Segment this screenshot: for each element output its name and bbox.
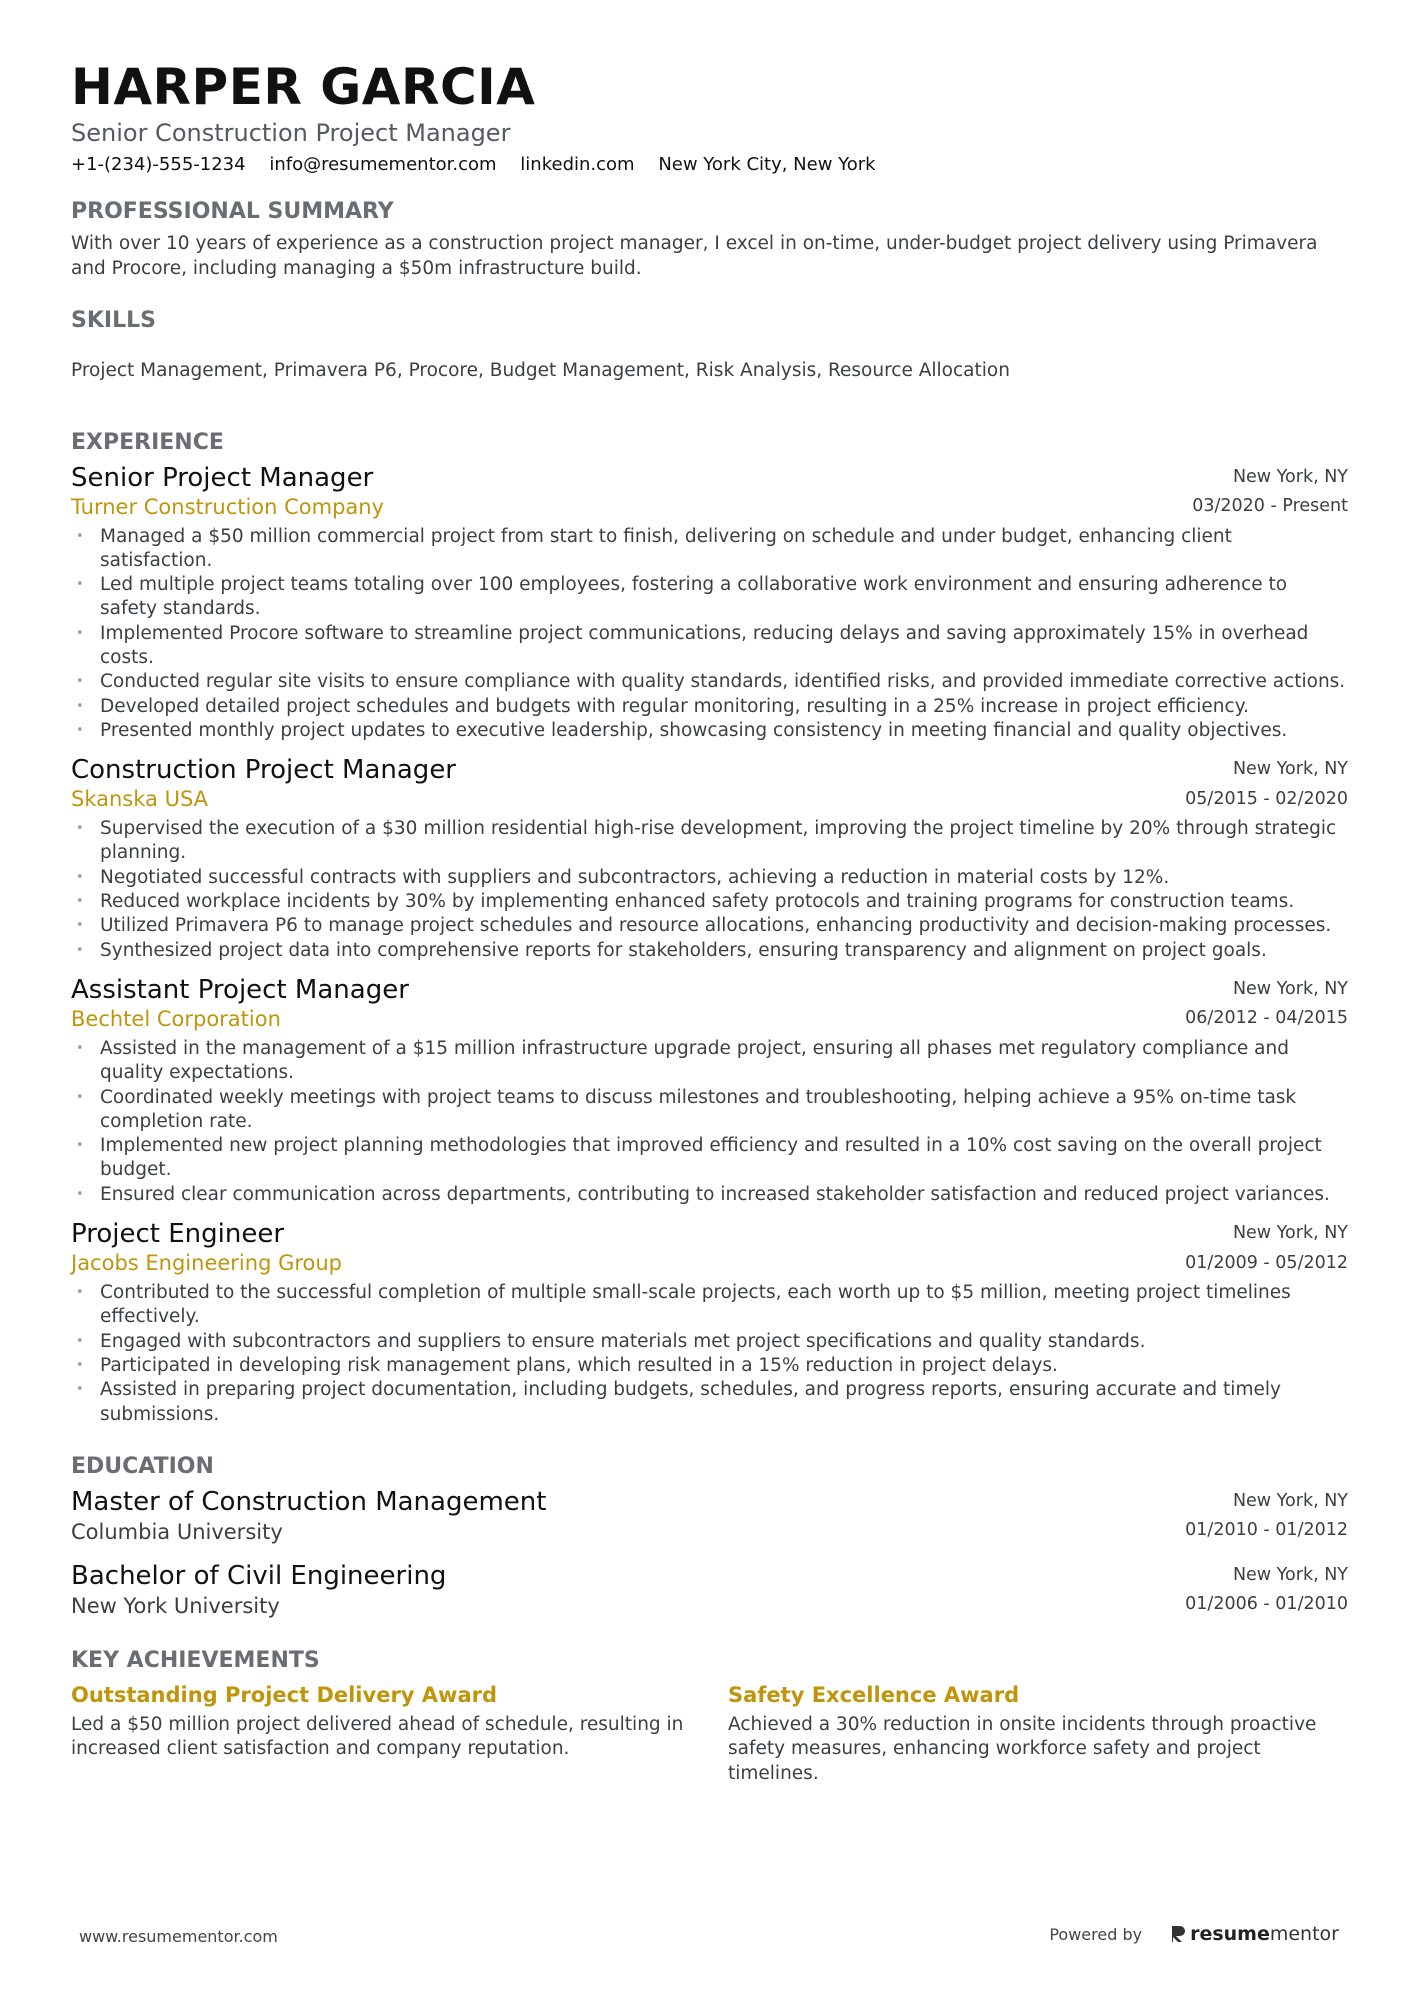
job-company: Turner Construction Company [71,494,385,519]
candidate-role: Senior Construction Project Manager [71,119,511,147]
job-title: Senior Project Manager [71,462,374,493]
degree-title: Master of Construction Management [71,1486,547,1517]
bullet-item: • Supervised the execution of a $30 million residential high-rise development, improving the project timeline by 20% through strategic planning. [71,817,1348,866]
education-heading: EDUCATION [71,1453,214,1479]
bullet-item: • Presented monthly project updates to executive leadership, showcasing consistency in meeting financial and quality objectives. [71,719,1348,743]
job-title: Assistant Project Manager [71,974,409,1005]
bullet-item: • Engaged with subcontractors and suppliers to ensure materials met project specifications and quality standards. [71,1330,1348,1354]
achievements-section [71,1647,1348,1787]
job-dates: 01/2009 - 05/2012 [1185,1252,1348,1273]
bullet-item: • Ensured clear communication across departments, contributing to increased stakeholder satisfaction and reduced project variances. [71,1183,1348,1207]
powered-by-text: Powered by [1049,1924,1143,1944]
experience-heading: EXPERIENCE [71,429,224,455]
linkedin-link[interactable]: linkedin.com [520,154,635,175]
bullet-item: • Coordinated weekly meetings with project teams to discuss milestones and troubleshooting, helping achieve a 95% on-time task completion rate. [71,1086,1348,1135]
school-name: Columbia University [71,1519,283,1544]
bullet-item: • Implemented Procore software to streamline project communications, reducing delays and saving approximately 15% in overhead costs. [71,622,1348,671]
job-bullets [71,1281,1348,1427]
achievement-desc: Achieved a 30% reduction in onsite incidents through proactive safety measures, enhancing workforce safety and project timelines. [728,1713,1317,1784]
job-meta [1192,463,1348,522]
job-dates: 05/2015 - 02/2020 [1185,788,1348,809]
job-entry [71,975,1348,1207]
bullet-item: • Negotiated successful contracts with suppliers and subcontractors, achieving a reduction in material costs by 12%. [71,866,1348,890]
candidate-name: HARPER GARCIA [71,58,536,116]
resume-page [71,58,1348,1786]
job-company: Bechtel Corporation [71,1006,281,1031]
skills-text: Project Management, Primavera P6, Procore, Budget Management, Risk Analysis, Resource Allocation [71,360,1010,381]
achievement-item [71,1681,691,1787]
achievement-title: Safety Excellence Award [728,1682,1020,1707]
job-entry [71,463,1348,744]
phone-text: +1-(234)-555-1234 [71,154,246,175]
job-location: New York, NY [1232,466,1348,487]
achievement-title: Outstanding Project Delivery Award [71,1682,498,1707]
skills-section [71,307,1348,384]
education-entry [71,1487,1348,1547]
job-entry [71,1219,1348,1427]
school-name: New York University [71,1593,280,1618]
education-location: New York, NY [1232,1490,1348,1511]
education-dates: 01/2010 - 01/2012 [1185,1520,1348,1541]
experience-section [71,429,1348,1427]
education-location: New York, NY [1232,1564,1348,1585]
education-meta [1185,1487,1348,1546]
bullet-item: • Synthesized project data into comprehensive reports for stakeholders, ensuring transparency and alignment on project goals. [71,939,1348,963]
job-entry [71,755,1348,963]
job-meta [1185,1219,1348,1278]
achievements-heading: KEY ACHIEVEMENTS [71,1647,320,1673]
summary-text: With over 10 years of experience as a construction project manager, I excel in on-time, under-budget project delivery using Primavera and Procore, including managing a $50m infrastructure build. [71,233,1318,279]
bullet-item: • Assisted in the management of a $15 million infrastructure upgrade project, ensuring all phases met regulatory compliance and quality expectations. [71,1037,1348,1086]
job-location: New York, NY [1232,1223,1348,1244]
footer-website-link[interactable]: www.resumementor.com [79,1927,278,1946]
bullet-item: • Conducted regular site visits to ensure compliance with quality standards, identified risks, and provided immediate corrective actions. [71,670,1348,694]
location-text: New York City, New York [658,154,876,175]
job-location: New York, NY [1232,759,1348,780]
brand-bold-text: resume [1190,1923,1270,1945]
skills-heading: SKILLS [71,308,156,333]
bullet-item: • Reduced workplace incidents by 30% by implementing enhanced safety protocols and training programs for construction teams. [71,890,1348,914]
education-section [71,1453,1348,1621]
achievement-item [728,1681,1348,1787]
achievement-desc: Led a $50 million project delivered ahead of schedule, resulting in increased client satisfaction and company reputation. [71,1713,684,1760]
education-entry [71,1561,1348,1621]
contact-line [71,152,1348,178]
summary-section [71,198,1348,281]
achievements-grid [71,1681,1348,1787]
degree-title: Bachelor of Civil Engineering [71,1560,447,1591]
job-bullets [71,817,1348,963]
resumementor-logo-icon [1170,1924,1186,1944]
brand-rest-text: mentor [1269,1923,1339,1945]
job-meta [1185,975,1348,1034]
bullet-item: • Assisted in preparing project documentation, including budgets, schedules, and progress reports, ensuring accurate and timely submissions. [71,1378,1348,1427]
job-bullets [71,525,1348,744]
bullet-item: • Implemented new project planning methodologies that improved efficiency and resulted in a 10% cost saving on the overall project budget. [71,1134,1348,1183]
summary-heading: PROFESSIONAL SUMMARY [71,199,394,224]
job-company: Jacobs Engineering Group [71,1251,343,1276]
brand-logo-link[interactable] [1170,1923,1339,1945]
job-title: Construction Project Manager [71,755,456,786]
job-dates: 03/2020 - Present [1192,496,1348,516]
job-company: Skanska USA [71,787,209,812]
bullet-item: • Utilized Primavera P6 to manage project schedules and resource allocations, enhancing productivity and decision-making processes. [71,914,1348,938]
bullet-item: • Participated in developing risk management plans, which resulted in a 15% reduction in project delays. [71,1354,1348,1378]
education-meta [1185,1561,1348,1620]
bullet-item: • Developed detailed project schedules and budgets with regular monitoring, resulting in a 25% increase in project efficiency. [71,695,1348,719]
email-link[interactable]: info@resumementor.com [269,154,497,175]
job-title: Project Engineer [71,1219,285,1250]
bullet-item: • Managed a $50 million commercial project from start to finish, delivering on schedule and under budget, enhancing client satisfaction. [71,525,1348,574]
job-bullets [71,1037,1348,1207]
job-location: New York, NY [1232,978,1348,999]
job-meta [1185,755,1348,814]
footer-brand [1049,1923,1339,1945]
bullet-item: • Led multiple project teams totaling over 100 employees, fostering a collaborative work environment and ensuring adherence to safety standards. [71,573,1348,622]
education-dates: 01/2006 - 01/2010 [1185,1594,1348,1615]
bullet-item: • Contributed to the successful completion of multiple small-scale projects, each worth up to $5 million, meeting project timelines effectively. [71,1281,1348,1330]
job-dates: 06/2012 - 04/2015 [1185,1008,1348,1029]
